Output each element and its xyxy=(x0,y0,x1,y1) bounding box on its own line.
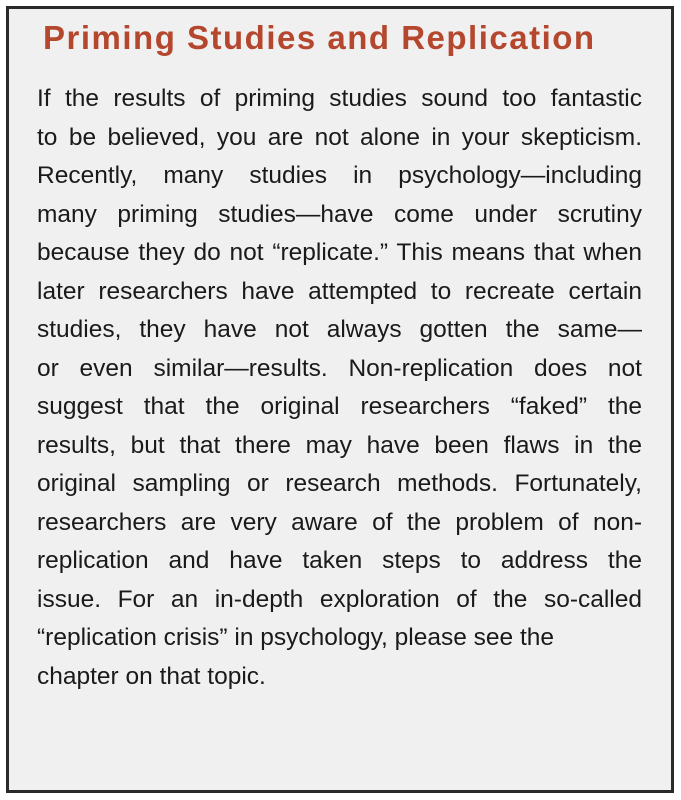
body-line: suggest that the original researchers “faked” the xyxy=(37,393,642,420)
sidebar-title: Priming Studies and Replication xyxy=(43,19,596,56)
body-line: because they do not “replicate.” This means that when xyxy=(37,239,642,266)
body-line: to be believed, you are not alone in your skepticism. xyxy=(37,123,642,151)
body-line: results, but that there may have been flaws in the xyxy=(37,431,642,459)
body-line: researchers are very aware of the problem of non- xyxy=(37,508,642,536)
body-line: issue. For an in-depth exploration of the so-called xyxy=(37,585,642,613)
body-line: replication and have taken steps to address the xyxy=(37,547,642,574)
body-line: many priming studies—have come under scrutiny xyxy=(37,200,642,228)
sidebar-body xyxy=(37,80,642,696)
body-line: Recently, many studies in psychology—including xyxy=(37,162,642,189)
body-line: “replication crisis” in psychology, please see the xyxy=(37,624,555,651)
chapter-link[interactable]: chapter xyxy=(37,662,119,690)
body-line: later researchers have attempted to recreate certain xyxy=(37,277,642,305)
body-line: original sampling or research methods. Fortunately, xyxy=(37,470,642,497)
body-line: If the results of priming studies sound too fantastic xyxy=(37,85,642,112)
body-line: studies, they have not always gotten the same— xyxy=(37,316,642,343)
body-line: or even similar—results. Non-replication does not xyxy=(37,354,642,382)
sidebar-box xyxy=(6,6,674,793)
last-line-rest: on that topic. xyxy=(118,662,266,690)
body-line-last xyxy=(37,658,642,697)
